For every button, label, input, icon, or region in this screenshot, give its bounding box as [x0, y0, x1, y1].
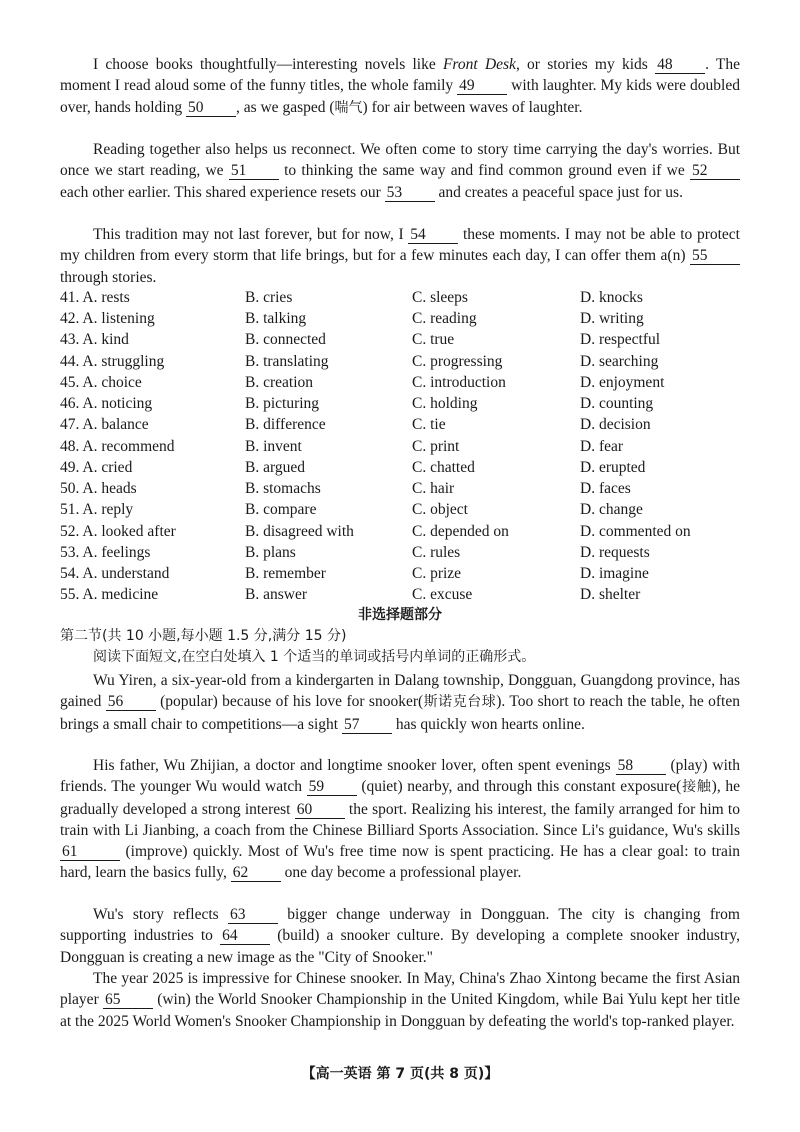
blank-50[interactable]: 50	[186, 99, 236, 117]
blank-63[interactable]: 63	[228, 906, 278, 924]
option-c[interactable]: C. introduction	[412, 374, 506, 391]
text: has quickly won hearts online.	[391, 715, 585, 733]
option-d[interactable]: D. imagine	[580, 565, 649, 582]
passage1-paragraph-3	[60, 224, 740, 288]
option-b[interactable]: B. invent	[245, 438, 302, 455]
passage1-paragraph-2	[60, 139, 740, 203]
option-d[interactable]: D. searching	[580, 353, 659, 370]
option-b[interactable]: B. connected	[245, 331, 326, 348]
blank-59[interactable]: 59	[307, 778, 357, 796]
text: and creates a peaceful space just for us.	[434, 183, 683, 201]
text: (quiet) nearby, and through this constant exposure(	[356, 778, 682, 796]
blank-64[interactable]: 64	[220, 927, 270, 945]
question-47-options	[60, 414, 740, 435]
passage2-paragraph-2	[60, 755, 740, 884]
option-d[interactable]: D. erupted	[580, 459, 646, 476]
option-a[interactable]: 51. A. reply	[60, 501, 134, 518]
passage2-paragraph-4	[60, 968, 740, 1032]
blank-57[interactable]: 57	[342, 716, 392, 734]
option-a[interactable]: 53. A. feelings	[60, 544, 151, 561]
option-b[interactable]: B. creation	[245, 374, 314, 391]
question-42-options	[60, 308, 740, 329]
question-53-options	[60, 542, 740, 563]
text: bigger change underway in Dongguan. The city is changing from supporting industries to	[60, 906, 740, 945]
option-d[interactable]: D. faces	[580, 480, 631, 497]
option-d[interactable]: D. change	[580, 501, 643, 518]
option-c[interactable]: C. reading	[412, 310, 477, 327]
blank-61[interactable]: 61	[60, 843, 120, 861]
section-instruction: 阅读下面短文,在空白处填入 1 个适当的单词或括号内单词的正确形式。	[93, 649, 536, 665]
option-a[interactable]: 41. A. rests	[60, 289, 130, 306]
option-a[interactable]: 43. A. kind	[60, 331, 129, 348]
option-d[interactable]: D. requests	[580, 544, 650, 561]
text: His father, Wu Zhijian, a doctor and longtime snooker lover, often spent evenings	[93, 757, 616, 774]
option-b[interactable]: B. answer	[245, 586, 307, 603]
option-a[interactable]: 50. A. heads	[60, 480, 137, 497]
option-c[interactable]: C. excuse	[412, 586, 473, 603]
option-b[interactable]: B. disagreed with	[245, 523, 354, 540]
option-b[interactable]: B. stomachs	[245, 480, 321, 497]
question-43-options	[60, 329, 740, 350]
blank-58[interactable]: 58	[616, 757, 666, 775]
option-c[interactable]: C. prize	[412, 565, 462, 582]
text: This tradition may not last forever, but for now, I	[93, 226, 409, 243]
question-50-options	[60, 478, 740, 499]
option-b[interactable]: B. remember	[245, 565, 326, 582]
blank-52[interactable]: 52	[690, 162, 740, 180]
option-b[interactable]: B. compare	[245, 501, 317, 518]
blank-51[interactable]: 51	[229, 162, 279, 180]
option-d[interactable]: D. respectful	[580, 331, 661, 348]
text: to thinking the same way and find common ground even if we	[278, 162, 690, 180]
blank-53[interactable]: 53	[385, 184, 435, 202]
option-c[interactable]: C. sleeps	[412, 289, 468, 306]
text: Wu Yiren, a six-year-old from a kindergarten in Dalang township, Dongguan, Guangdong province, has gained	[60, 672, 740, 711]
option-c[interactable]: C. tie	[412, 416, 446, 433]
blank-55[interactable]: 55	[690, 247, 740, 265]
option-d[interactable]: D. enjoyment	[580, 374, 665, 391]
question-54-options	[60, 563, 740, 584]
chinese-gloss: 接触	[681, 779, 712, 796]
option-b[interactable]: B. translating	[245, 353, 329, 370]
passage2-paragraph-3	[60, 904, 740, 968]
text: The year 2025 is impressive for Chinese snooker. In May, China's Zhao Xintong became the first Asian player	[60, 970, 740, 1009]
chinese-gloss: 喘气	[334, 99, 363, 116]
text: (improve) quickly. Most of Wu's free time now is spent practicing. He has a clear goal: to train hard, learn the basics fully,	[60, 843, 740, 882]
question-41-options	[60, 287, 740, 308]
text: the sport. Realizing his interest, the family arranged for him to train with Li Jianbing, a coach from the Chinese Billiard Sports Association. Since Li's guidance, Wu's skills	[60, 800, 740, 839]
option-a[interactable]: 42. A. listening	[60, 310, 155, 327]
text: with laughter. My kids were doubled over, hands holding	[60, 77, 740, 116]
blank-56[interactable]: 56	[106, 693, 156, 711]
text: (build) a snooker culture. By developing a complete snooker industry, Dongguan is creating a new image as the "City of Snooker."	[60, 927, 740, 966]
text: through stories.	[60, 268, 157, 286]
option-b[interactable]: B. picturing	[245, 395, 320, 412]
option-a[interactable]: 54. A. understand	[60, 565, 170, 582]
passage1-paragraph-1	[60, 54, 740, 119]
option-a[interactable]: 44. A. struggling	[60, 353, 165, 370]
option-d[interactable]: D. decision	[580, 416, 651, 433]
text: each other earlier. This shared experience resets our	[60, 183, 385, 201]
option-c[interactable]: C. rules	[412, 544, 461, 561]
option-b[interactable]: B. difference	[245, 416, 326, 433]
blank-65[interactable]: 65	[103, 991, 153, 1009]
text: I choose books thoughtfully—interesting novels like	[93, 56, 443, 73]
section-heading: 非选择题部分	[358, 607, 442, 623]
option-d[interactable]: D. writing	[580, 310, 644, 327]
question-46-options	[60, 393, 740, 414]
option-c[interactable]: C. chatted	[412, 459, 475, 476]
text: one day become a professional player.	[280, 864, 522, 882]
question-52-options	[60, 521, 740, 542]
question-55-options	[60, 584, 740, 605]
question-44-options	[60, 351, 740, 372]
text: . The moment I read aloud some of the funny titles, the whole family	[60, 56, 740, 95]
option-c[interactable]: C. true	[412, 331, 455, 348]
text: (play) with friends. The younger Wu would watch	[60, 757, 740, 796]
passage2-paragraph-1	[60, 670, 740, 735]
option-a[interactable]: 46. A. noticing	[60, 395, 153, 412]
text: , as we gasped (	[235, 98, 335, 116]
text: ), he gradually developed a strong interest	[60, 778, 740, 818]
option-a[interactable]: 55. A. medicine	[60, 586, 159, 603]
option-c[interactable]: C. hair	[412, 480, 455, 497]
blank-48[interactable]: 48	[655, 56, 705, 74]
option-c[interactable]: C. progressing	[412, 353, 503, 370]
option-d[interactable]: D. fear	[580, 438, 624, 455]
book-title: Front Desk	[442, 56, 516, 73]
option-d[interactable]: D. commented on	[580, 523, 691, 540]
option-a[interactable]: 45. A. choice	[60, 374, 142, 391]
blank-54[interactable]: 54	[408, 226, 458, 244]
option-d[interactable]: D. knocks	[580, 289, 643, 306]
question-49-options	[60, 457, 740, 478]
option-c[interactable]: C. object	[412, 501, 468, 518]
chinese-gloss: 斯诺克台球	[423, 694, 497, 711]
question-48-options	[60, 436, 740, 457]
text: ). Too short to reach the table, he often brings a small chair to competitions—a sight	[60, 693, 740, 733]
option-c[interactable]: C. depended on	[412, 523, 509, 540]
text: (win) the World Snooker Championship in the United Kingdom, while Bai Yulu kept her title at the 2025 World Women's Snooker Championship in Dongguan by defeating the world's top-ranked player.	[60, 991, 740, 1030]
option-b[interactable]: B. argued	[245, 459, 305, 476]
text: Wu's story reflects	[93, 906, 228, 923]
option-a[interactable]: 52. A. looked after	[60, 523, 176, 540]
blank-49[interactable]: 49	[457, 77, 507, 95]
text: ) for air between waves of laughter.	[362, 98, 583, 116]
option-c[interactable]: C. print	[412, 438, 460, 455]
question-51-options	[60, 499, 740, 520]
text: (popular) because of his love for snooker(	[155, 693, 424, 711]
text: Reading together also helps us reconnect. We often come to story time carrying the day's worries. But once we start reading, we	[60, 141, 740, 180]
option-c[interactable]: C. holding	[412, 395, 478, 412]
blank-60[interactable]: 60	[295, 801, 345, 819]
question-45-options	[60, 372, 740, 393]
option-a[interactable]: 48. A. recommend	[60, 438, 175, 455]
option-b[interactable]: B. cries	[245, 289, 293, 306]
option-a[interactable]: 49. A. cried	[60, 459, 133, 476]
section-title: 第二节(共 10 小题,每小题 1.5 分,满分 15 分)	[60, 628, 347, 644]
option-a[interactable]: 47. A. balance	[60, 416, 149, 433]
option-d[interactable]: D. shelter	[580, 586, 641, 603]
option-d[interactable]: D. counting	[580, 395, 654, 412]
text: these moments. I may not be able to protect my children from every storm that life brings, but for a few minutes each day, I can offer them a(n)	[60, 226, 740, 265]
option-b[interactable]: B. talking	[245, 310, 307, 327]
blank-62[interactable]: 62	[231, 864, 281, 882]
option-b[interactable]: B. plans	[245, 544, 296, 561]
text: , or stories my kids	[515, 56, 656, 73]
page-footer: 【高一英语 第 7 页(共 8 页)】	[301, 1066, 499, 1082]
